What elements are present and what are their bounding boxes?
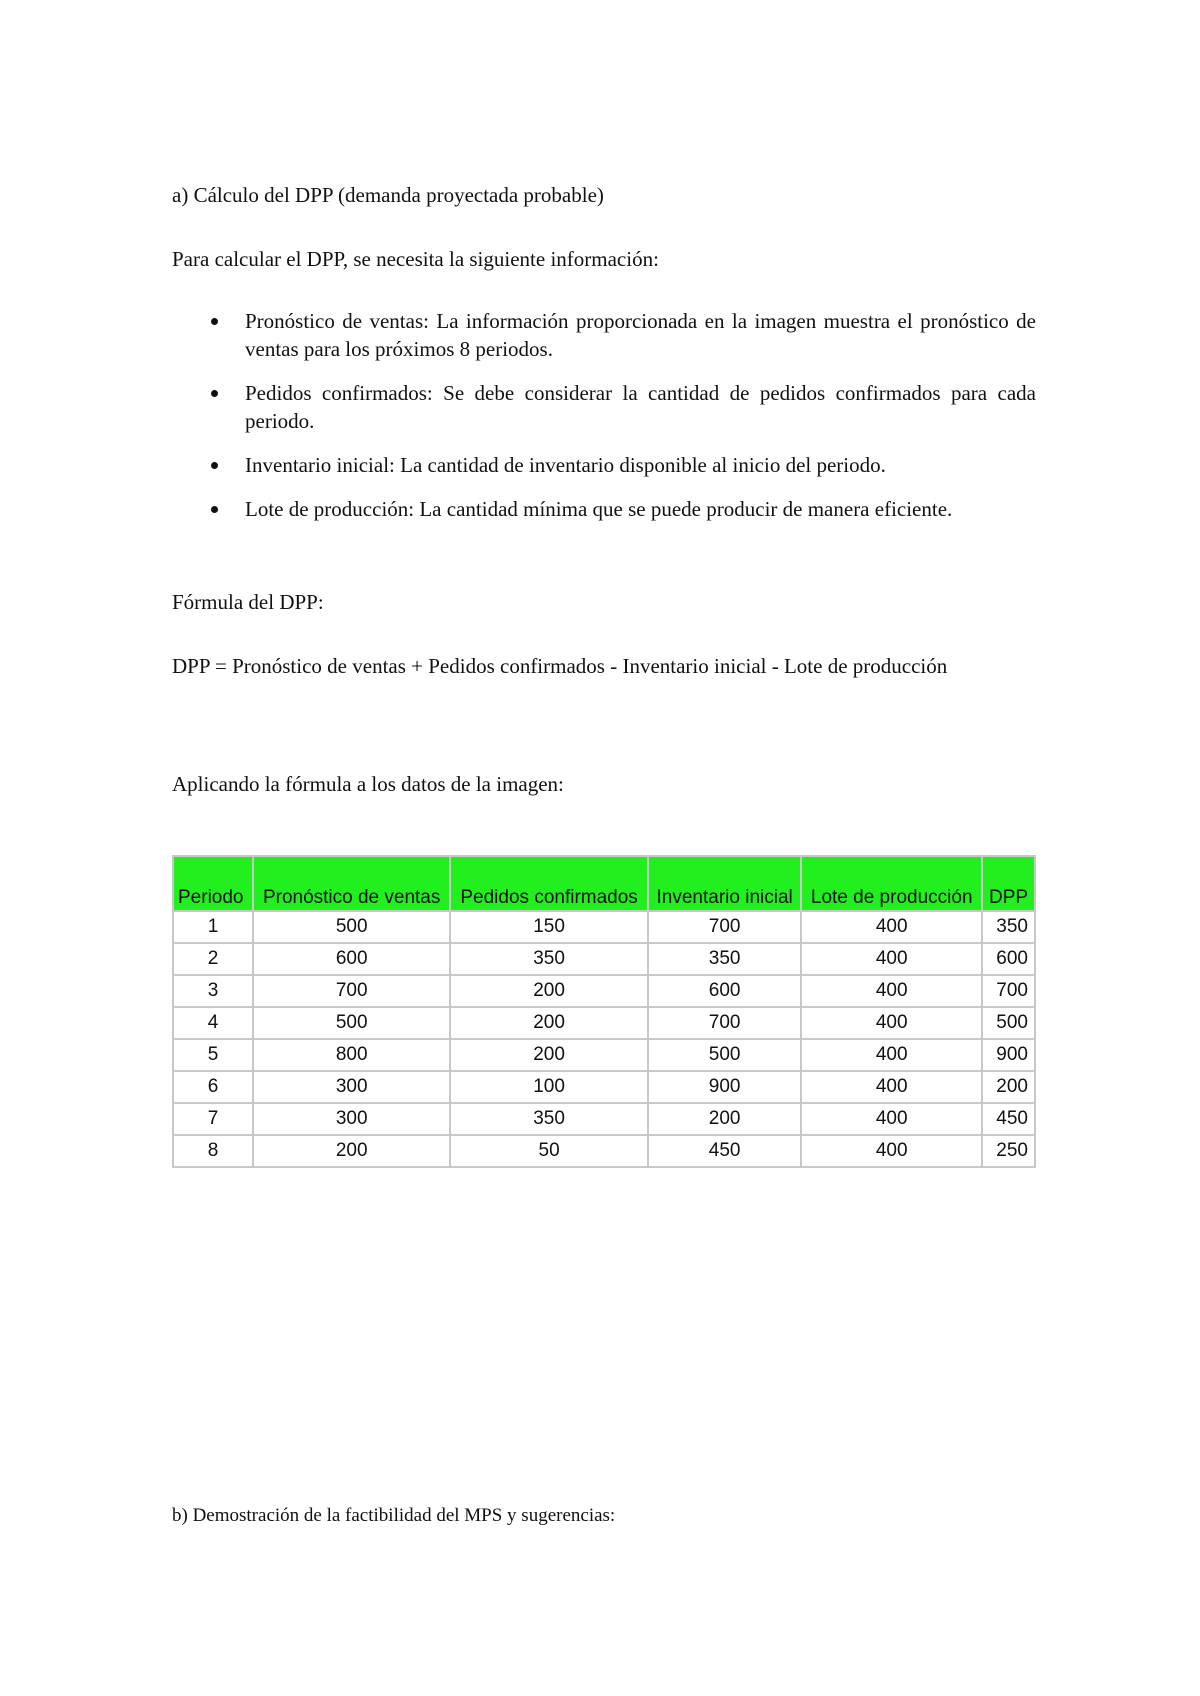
list-item-text: Pedidos confirmados: Se debe considerar la cantidad de pedidos confirmados para cada periodo. <box>245 381 1036 433</box>
cell-inventario: 700 <box>649 1008 803 1040</box>
requirements-list <box>172 307 1036 539</box>
list-item <box>172 307 1036 363</box>
cell-pedidos: 100 <box>451 1072 648 1104</box>
table-row <box>174 1072 1036 1104</box>
cell-dpp: 500 <box>983 1008 1036 1040</box>
col-header-lote: Lote de producción <box>802 857 983 912</box>
cell-pedidos: 350 <box>451 944 648 976</box>
cell-lote: 400 <box>802 944 983 976</box>
cell-dpp: 200 <box>983 1072 1036 1104</box>
cell-dpp: 600 <box>983 944 1036 976</box>
cell-pronostico: 300 <box>254 1072 451 1104</box>
cell-periodo: 3 <box>174 976 254 1008</box>
col-header-pronostico: Pronóstico de ventas <box>254 857 451 912</box>
table-row <box>174 976 1036 1008</box>
table-row <box>174 912 1036 944</box>
cell-inventario: 900 <box>649 1072 803 1104</box>
cell-dpp: 250 <box>983 1136 1036 1168</box>
cell-pronostico: 600 <box>254 944 451 976</box>
table-row <box>174 1040 1036 1072</box>
cell-inventario: 500 <box>649 1040 803 1072</box>
list-item <box>172 379 1036 435</box>
bullet-icon <box>211 318 218 325</box>
cell-dpp: 450 <box>983 1104 1036 1136</box>
cell-pedidos: 50 <box>451 1136 648 1168</box>
cell-periodo: 7 <box>174 1104 254 1136</box>
list-item <box>172 495 1036 523</box>
cell-lote: 400 <box>802 1008 983 1040</box>
cell-pedidos: 150 <box>451 912 648 944</box>
cell-dpp: 350 <box>983 912 1036 944</box>
cell-inventario: 600 <box>649 976 803 1008</box>
cell-pronostico: 500 <box>254 912 451 944</box>
cell-periodo: 2 <box>174 944 254 976</box>
cell-lote: 400 <box>802 976 983 1008</box>
col-header-pedidos: Pedidos confirmados <box>451 857 648 912</box>
table-body <box>174 912 1036 1168</box>
list-item-text: Inventario inicial: La cantidad de inventario disponible al inicio del periodo. <box>245 453 886 477</box>
cell-inventario: 200 <box>649 1104 803 1136</box>
cell-inventario: 350 <box>649 944 803 976</box>
col-header-periodo: Periodo <box>174 857 254 912</box>
col-header-dpp: DPP <box>983 857 1036 912</box>
cell-lote: 400 <box>802 1040 983 1072</box>
bullet-icon <box>211 390 218 397</box>
cell-pronostico: 200 <box>254 1136 451 1168</box>
table-row <box>174 1008 1036 1040</box>
dpp-table <box>172 855 1036 1168</box>
cell-pedidos: 200 <box>451 1008 648 1040</box>
applying-paragraph: Aplicando la fórmula a los datos de la imagen: <box>172 772 564 796</box>
cell-dpp: 700 <box>983 976 1036 1008</box>
cell-pronostico: 500 <box>254 1008 451 1040</box>
list-item <box>172 451 1036 479</box>
list-item-text: Pronóstico de ventas: La información proporcionada en la imagen muestra el pronóstico de ventas para los próximos 8 periodos. <box>245 309 1036 361</box>
formula-text: DPP = Pronóstico de ventas + Pedidos confirmados - Inventario inicial - Lote de producción <box>172 654 948 678</box>
cell-dpp: 900 <box>983 1040 1036 1072</box>
section-b-title: b) Demostración de la factibilidad del MPS y sugerencias: <box>172 1505 616 1526</box>
cell-lote: 400 <box>802 1104 983 1136</box>
list-item-text: Lote de producción: La cantidad mínima que se puede producir de manera eficiente. <box>245 497 953 521</box>
intro-paragraph: Para calcular el DPP, se necesita la siguiente información: <box>172 247 659 271</box>
cell-lote: 400 <box>802 1136 983 1168</box>
cell-pedidos: 350 <box>451 1104 648 1136</box>
table-row <box>174 1104 1036 1136</box>
cell-pronostico: 800 <box>254 1040 451 1072</box>
cell-lote: 400 <box>802 912 983 944</box>
formula-label: Fórmula del DPP: <box>172 590 324 614</box>
cell-pronostico: 700 <box>254 976 451 1008</box>
cell-inventario: 700 <box>649 912 803 944</box>
table-header-row <box>174 857 1036 912</box>
cell-pedidos: 200 <box>451 976 648 1008</box>
cell-periodo: 8 <box>174 1136 254 1168</box>
col-header-inventario: Inventario inicial <box>649 857 803 912</box>
cell-periodo: 4 <box>174 1008 254 1040</box>
table-row <box>174 1136 1036 1168</box>
cell-lote: 400 <box>802 1072 983 1104</box>
cell-pedidos: 200 <box>451 1040 648 1072</box>
bullet-icon <box>211 462 218 469</box>
cell-periodo: 1 <box>174 912 254 944</box>
cell-inventario: 450 <box>649 1136 803 1168</box>
cell-pronostico: 300 <box>254 1104 451 1136</box>
table-row <box>174 944 1036 976</box>
section-a-title: a) Cálculo del DPP (demanda proyectada probable) <box>172 183 604 207</box>
cell-periodo: 6 <box>174 1072 254 1104</box>
cell-periodo: 5 <box>174 1040 254 1072</box>
bullet-icon <box>211 506 218 513</box>
